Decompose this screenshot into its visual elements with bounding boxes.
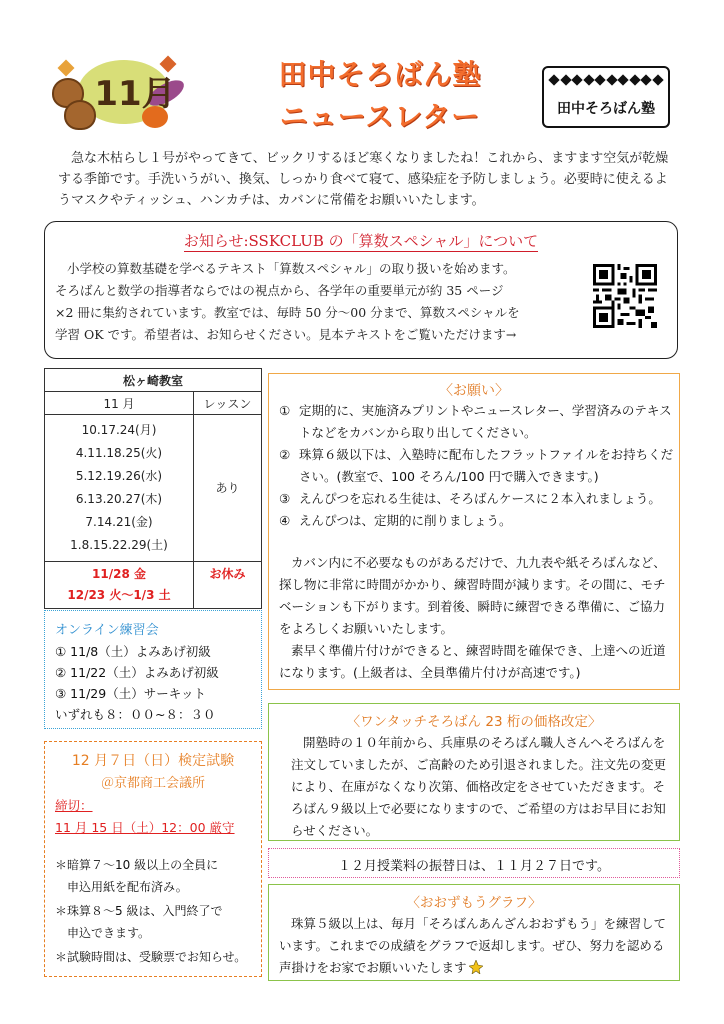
exam-note: ＊珠算８～5 級は、入門終了で [55, 904, 223, 918]
lesson-column-header: レッスン [194, 392, 262, 415]
requests-paragraph: カバン内に不必要なものがあるだけで、九九表や紙そろばんなど、探し物に非常に時間がかかり、練習時間が減ります。その間に、モチベーションも下がります。到着後、瞬時に練習できる準備に、ご協力をよろしくお願いいたします。 [279, 555, 666, 636]
request-text: 珠算６級以下は、入塾時に配布したフラットファイルをお持ちください。(教室で、100 そろん/100 円で購入できます。) [299, 447, 674, 484]
date-row: 4.11.18.25(火) [75, 446, 163, 460]
leaf-icon [58, 60, 75, 77]
month-label: 11月 [94, 74, 176, 114]
online-item: ② 11/22（土）よみあげ初級 [55, 665, 219, 680]
notice-title: お知らせ:SSKCLUB の「算数スペシャル」について [183, 232, 539, 250]
date-row: 1.8.15.22.29(土) [70, 538, 168, 552]
exam-box [44, 741, 262, 977]
request-text: えんぴつは、定期的に削りましょう。 [299, 513, 512, 528]
holiday-date: 12/23 火～1/3 土 [67, 588, 171, 602]
online-item: ③ 11/29（土）サーキット [55, 686, 206, 701]
notice-box [44, 221, 678, 359]
newsletter-title [260, 54, 500, 138]
holiday-date: 11/28 金 [92, 567, 146, 581]
classroom-name: 松ヶ崎教室 [45, 369, 262, 392]
request-text: えんぴつを忘れる生徒は、そろばんケースに２本入れましょう。 [299, 491, 661, 506]
exam-note: 申込用紙を配布済み。 [67, 880, 188, 894]
notice-line: そろばんと数学の指導者ならではの視点から、各学年の重要単元が約 35 ページ [55, 283, 504, 298]
holiday-dates [45, 562, 194, 609]
price-revision-box [268, 703, 680, 841]
abacus-beads [550, 72, 662, 90]
request-number: ① [279, 403, 291, 418]
price-text: 開塾時の１０年前から、兵庫県のそろばん職人さんへそろばんを注文していましたが、ご高齢のため引退されました。注文先の変更により、在庫がなくなり次第、価格改定をさせていただきます。そろばん９級以上で必要になりますので、ご希望の方はお早目にお知らせください。 [291, 735, 667, 838]
request-number: ② [279, 447, 291, 462]
month-badge [50, 48, 182, 140]
requests-paragraph: 素早く準備片付けができると、練習時間を確保でき、上達への近道になります。(上級者は、全員準備片付けが高速です。) [279, 643, 666, 680]
price-heading: 〈ワンタッチそろばん 23 桁の価格改定〉 [346, 714, 602, 730]
request-text: 定期的に、実施済みプリントやニュースレター、学習済みのテキストなどをカバンから取り出してください。 [299, 403, 672, 440]
request-item [279, 444, 675, 488]
qr-code-icon[interactable] [593, 264, 657, 328]
title-line-1: 田中そろばん塾 [278, 58, 482, 91]
exam-note: 申込できます。 [67, 926, 151, 940]
requests-box [268, 373, 680, 690]
title-line-2: ニュースレター [279, 100, 481, 133]
sumo-graph-box [268, 884, 680, 981]
deadline-label: 締切： [55, 798, 93, 813]
notice-body [55, 258, 563, 346]
date-row: 7.14.21(金) [85, 515, 153, 529]
graph-heading: 〈おおずもうグラフ〉 [406, 895, 542, 911]
notice-line: 学習 OK です。希望者は、お知らせください。見本テキストをご覧いただけます→ [55, 327, 517, 342]
request-number: ④ [279, 513, 291, 528]
request-item [279, 488, 675, 510]
request-item [279, 510, 675, 532]
request-number: ③ [279, 491, 291, 506]
exam-note: ＊暗算７～10 級以上の全員に [55, 858, 219, 872]
transfer-text: １２月授業料の振替日は、１１月２７日です。 [338, 859, 610, 874]
sparkle-icon [469, 960, 483, 974]
requests-heading: 〈お願い〉 [439, 383, 509, 399]
schedule-table [44, 368, 262, 609]
transfer-notice-box [268, 848, 680, 878]
exam-title: 12 月７日（日）検定試験 [71, 753, 235, 769]
logo-text: 田中そろばん塾 [557, 101, 655, 117]
date-row: 6.13.20.27(木) [75, 492, 163, 506]
school-logo [542, 66, 670, 128]
lesson-dates [45, 415, 194, 562]
graph-paragraph [279, 913, 673, 979]
exam-note: ＊試験時間は、受験票でお知らせ。 [55, 950, 247, 964]
online-heading: オンライン練習会 [55, 623, 159, 638]
request-item [279, 400, 675, 444]
holiday-label: お休み [194, 562, 262, 609]
intro-paragraph: 急な木枯らし１号がやってきて、ビックリするほど寒くなりましたね！これから、ますます空気が乾燥する季節です。手洗いうがい、換気、しっかり食べて寝て、感染症を予防しましょう。必要時に使えるようマスクやティッシュ、ハンカチは、カバンに常備をお願いいたします。 [58, 151, 669, 208]
online-time-note: いずれも８：００~８：３０ [55, 707, 216, 722]
online-practice-box [44, 610, 262, 729]
exam-venue: ＠京都商工会議所 [100, 776, 205, 791]
online-item: ① 11/8（土）よみあげ初級 [55, 644, 211, 659]
notice-line: 小学校の算数基礎を学べるテキスト「算数スペシャル」の取り扱いを始めます。 [67, 261, 516, 276]
notice-line: ×2 冊に集約されています。教室では、毎時 50 分～00 分まで、算数スペシャルを [55, 305, 520, 320]
month-column-header: 11 月 [45, 392, 194, 415]
deadline-date: 11 月 15 日（土）12：00 厳守 [55, 820, 235, 835]
date-row: 5.12.19.26(水) [75, 469, 163, 483]
date-row: 10.17.24(月) [81, 423, 157, 437]
graph-text: 珠算５級以上は、毎月「そろばんあんざんおおずもう」を練習しています。これまでの成績をグラフで返却します。ぜひ、努力を認める声掛けをお家でお願いいたします [279, 916, 667, 975]
lesson-value: あり [194, 415, 262, 562]
